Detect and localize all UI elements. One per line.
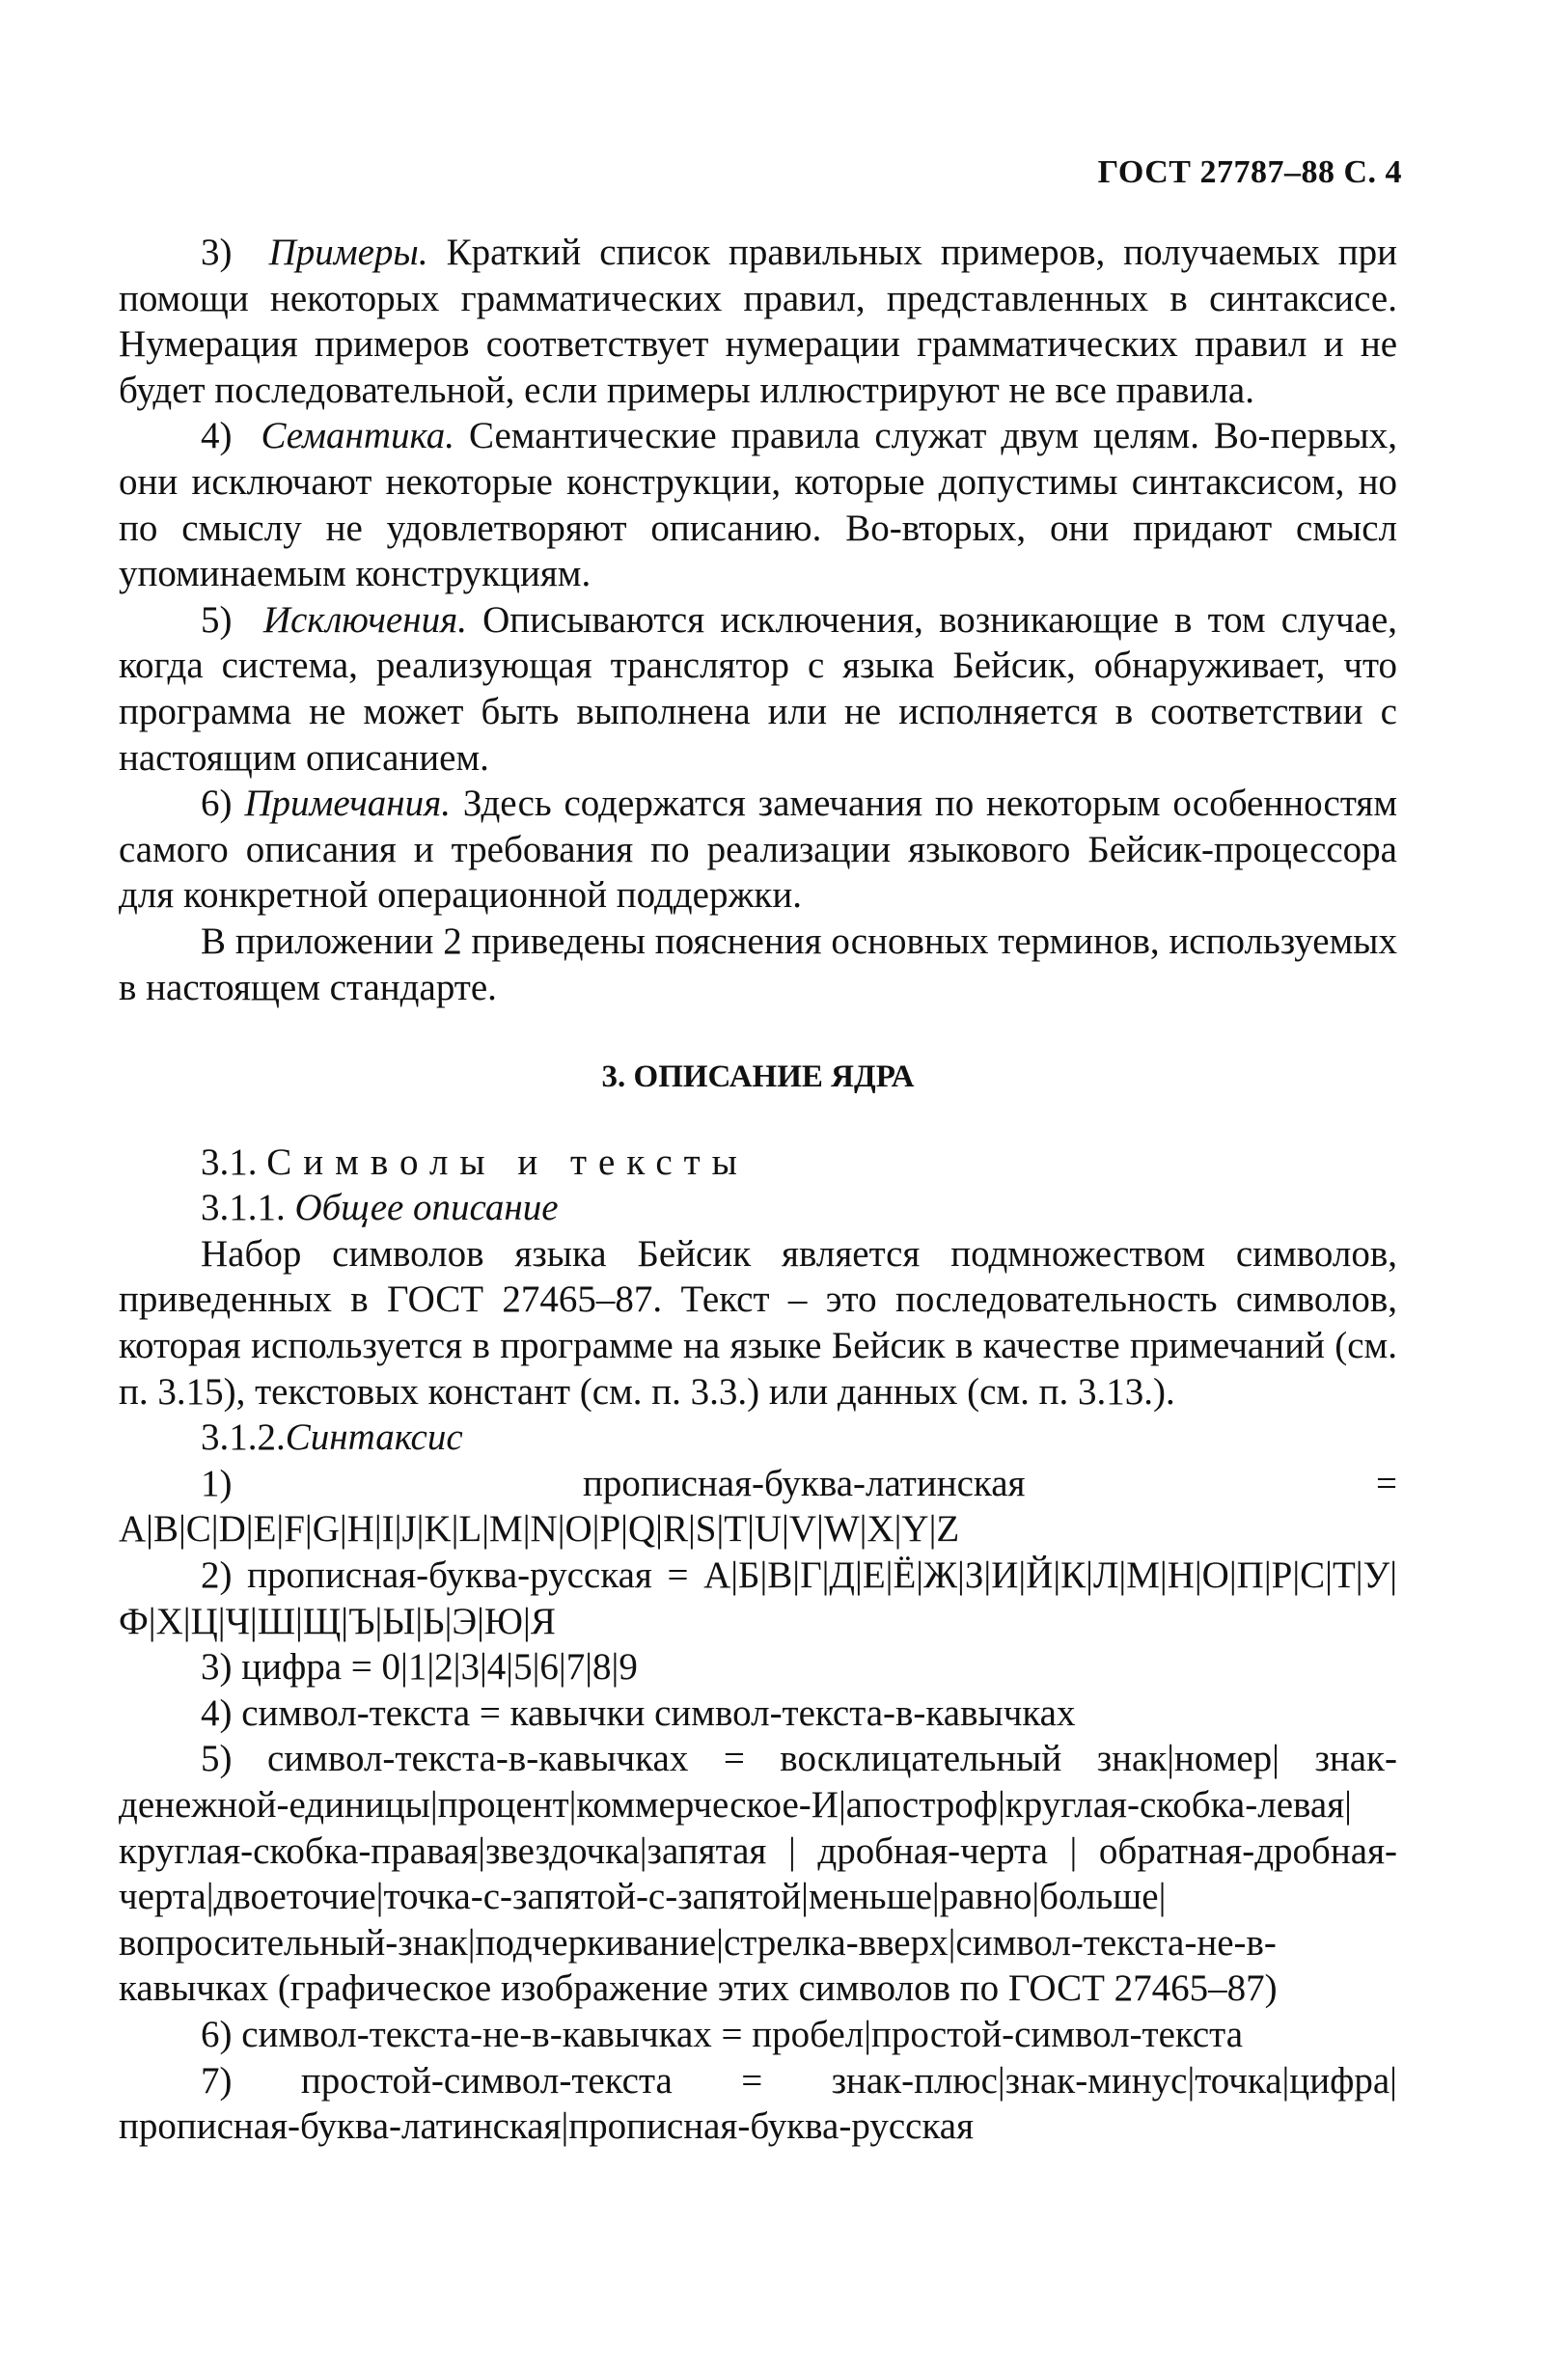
item-number: 4): [201, 415, 233, 457]
section-heading: 3. ОПИСАНИЕ ЯДРА: [601, 1059, 915, 1095]
subsubsection-number: 3.1.2.: [201, 1416, 286, 1459]
item-text: Семантические правила служат двум целям. Во-первых, они исключают некоторые конструкции, которые допустимы синтаксисом, но по смыслу не удовлетворяют описанию. Во-вторых, они придают смысл упоминаемым конструкциям.: [119, 415, 1397, 595]
subsubsection-title: [119, 1415, 1397, 1461]
paragraph-semantics: [119, 413, 1397, 596]
subsubsection-name: Синтаксис: [285, 1416, 463, 1459]
subsubsection-number: 3.1.1.: [201, 1187, 286, 1229]
syntax-rule: 7) простой-символ-текста = знак-плюс|знак-минус|точка|цифра| прописная-буква-латинская|прописная-буква-русская: [119, 2059, 1397, 2148]
item-term: Семантика.: [261, 415, 455, 457]
item-term: Исключения.: [262, 598, 467, 641]
page-header: ГОСТ 27787–88 С. 4: [1097, 154, 1402, 190]
item-text: Описываются исключения, возникающие в том случае, когда система, реализующая транслятор с языка Бейсик, обнаруживает, что программа не может быть выполнена или не исполняется в соответствии с настоящим описанием.: [119, 598, 1398, 779]
item-text: Здесь содержатся замечания по некоторым особенностям самого описания и требования по реализации языкового Бейсик-процессора для конкретной операционной поддержки.: [119, 783, 1398, 917]
subsection-name: Символы и тексты: [266, 1141, 749, 1183]
syntax-rule: 4) символ-текста = кавычки символ-текста-в-кавычках: [201, 1691, 1076, 1734]
paragraph-examples: [119, 230, 1397, 413]
subsubsection-name: Общее описание: [294, 1187, 559, 1229]
document-body: [119, 230, 1397, 2150]
item-number: 5): [201, 598, 233, 641]
syntax-rule: 2) прописная-буква-русская = А|Б|В|Г|Д|Е|Ё|Ж|З|И|Й|К|Л|М|Н|О|П|Р|С|Т|У|Ф|Х|Ц|Ч|Ш|Щ|Ъ|Ы|Ь|Э|Ю|Я: [119, 1554, 1397, 1642]
subsection-title: [119, 1140, 1397, 1186]
paragraph-exceptions: [119, 597, 1397, 781]
paragraph-general-description: Набор символов языка Бейсик является подмножеством символов, приведенных в ГОСТ 27465–87. Текст – это последовательность символов, которая используется в программе на языке Бейсик в качестве примечаний (см. п. 3.15), текстовых констант (см. п. 3.3.) или данных (см. п. 3.13.).: [119, 1232, 1397, 1413]
syntax-rule: 5) символ-текста-в-кавычках = восклицательный знак|номер| знак-денежной-единицы|процент|коммерческое-И|апостроф|круглая-скобка-левая|круглая-скобка-правая|звездочка|запятая | дробная-черта | обратная-дробная-черта|двоеточие|точка-с-запятой-с-запятой|меньше|равно|больше|вопросительный-знак|подчеркивание|стрелка-вверх|символ-текста-не-в-кавычках (графическое изображение этих символов по ГОСТ 27465–87): [119, 1738, 1397, 2010]
item-number: 6): [201, 783, 233, 825]
item-term: Примеры.: [268, 232, 428, 273]
syntax-rule: 6) символ-текста-не-в-кавычках = пробел|простой-символ-текста: [201, 2013, 1244, 2055]
subsubsection-title: [119, 1185, 1397, 1231]
syntax-rule: 3) цифра = 0|1|2|3|4|5|6|7|8|9: [201, 1646, 638, 1689]
subsection-number: 3.1.: [201, 1141, 258, 1183]
item-term: Примечания.: [244, 783, 452, 825]
paragraph-appendix: В приложении 2 приведены пояснения основных терминов, используемых в настоящем стандарте.: [119, 920, 1397, 1008]
item-number: 3): [201, 232, 233, 273]
paragraph-notes: [119, 781, 1397, 919]
item-text: Краткий список правильных примеров, получаемых при помощи некоторых грамматических правил, представленных в синтаксисе. Нумерация примеров соответствует нумерации грамматических правил и не будет последовательной, если примеры иллюстрируют не все правила.: [119, 232, 1397, 411]
syntax-rule: 1) прописная-буква-латинская = A|B|C|D|E|F|G|H|I|J|K|L|M|N|O|P|Q|R|S|T|U|V|W|X|Y|Z: [119, 1462, 1397, 1551]
